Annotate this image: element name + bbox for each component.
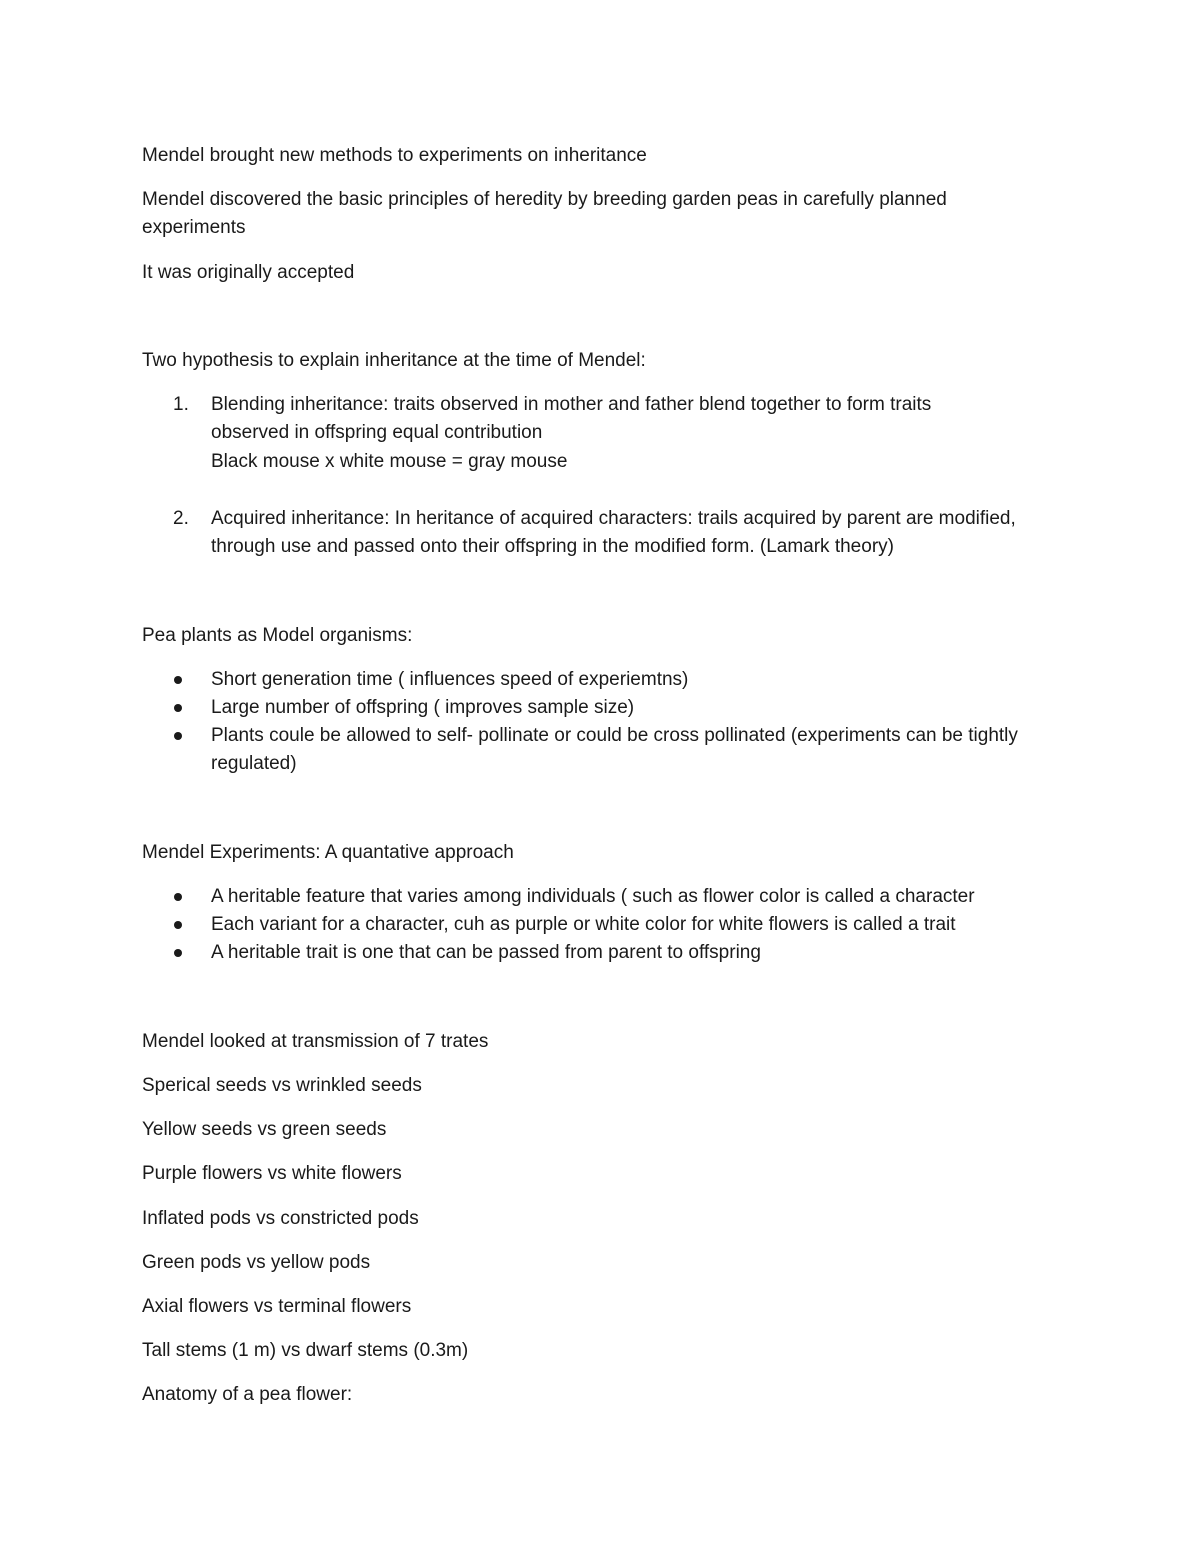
bullet-icon: [174, 704, 182, 712]
model-organisms-heading: Pea plants as Model organisms:: [142, 625, 413, 646]
anatomy-heading: Anatomy of a pea flower:: [142, 1384, 353, 1405]
bullet-icon: [174, 676, 182, 684]
hypothesis-1-line-3: Black mouse x white mouse = gray mouse: [211, 451, 568, 472]
intro-heading: Mendel brought new methods to experiments on inheritance: [142, 145, 647, 166]
hypothesis-2-line-2: through use and passed onto their offspring in the modified form. (Lamark theory): [211, 536, 894, 557]
model-organism-item-1: Short generation time ( influences speed of experiemtns): [211, 669, 689, 690]
trait-item-6: Axial flowers vs terminal flowers: [142, 1296, 412, 1317]
bullet-icon: [174, 732, 182, 740]
trait-item-1: Sperical seeds vs wrinkled seeds: [142, 1075, 422, 1096]
list-number-2: 2.: [173, 508, 189, 529]
model-organism-item-3-line-2: regulated): [211, 753, 297, 774]
traits-heading: Mendel looked at transmission of 7 trates: [142, 1031, 489, 1052]
bullet-icon: [174, 921, 182, 929]
bullet-icon: [174, 949, 182, 957]
hypotheses-heading: Two hypothesis to explain inheritance at the time of Mendel:: [142, 350, 646, 371]
intro-paragraph-line-1: Mendel discovered the basic principles of heredity by breeding garden peas in carefully planned: [142, 189, 947, 210]
intro-paragraph-2: It was originally accepted: [142, 262, 355, 283]
list-number-1: 1.: [173, 394, 189, 415]
bullet-icon: [174, 893, 182, 901]
experiments-item-3: A heritable trait is one that can be passed from parent to offspring: [211, 942, 761, 963]
trait-item-3: Purple flowers vs white flowers: [142, 1163, 402, 1184]
hypothesis-1-line-1: Blending inheritance: traits observed in mother and father blend together to form traits: [211, 394, 932, 415]
experiments-heading: Mendel Experiments: A quantative approach: [142, 842, 514, 863]
experiments-item-1: A heritable feature that varies among individuals ( such as flower color is called a character: [211, 886, 975, 907]
model-organism-item-3-line-1: Plants coule be allowed to self- pollinate or could be cross pollinated (experiments can be tightly: [211, 725, 1018, 746]
trait-item-5: Green pods vs yellow pods: [142, 1252, 371, 1273]
experiments-item-2: Each variant for a character, cuh as purple or white color for white flowers is called a trait: [211, 914, 956, 935]
trait-item-4: Inflated pods vs constricted pods: [142, 1208, 419, 1229]
trait-item-7: Tall stems (1 m) vs dwarf stems (0.3m): [142, 1340, 469, 1361]
hypothesis-1-line-2: observed in offspring equal contribution: [211, 422, 543, 443]
hypothesis-2-line-1: Acquired inheritance: In heritance of acquired characters: trails acquired by parent are modified,: [211, 508, 1016, 529]
model-organism-item-2: Large number of offspring ( improves sample size): [211, 697, 635, 718]
trait-item-2: Yellow seeds vs green seeds: [142, 1119, 387, 1140]
intro-paragraph-line-2: experiments: [142, 217, 246, 238]
